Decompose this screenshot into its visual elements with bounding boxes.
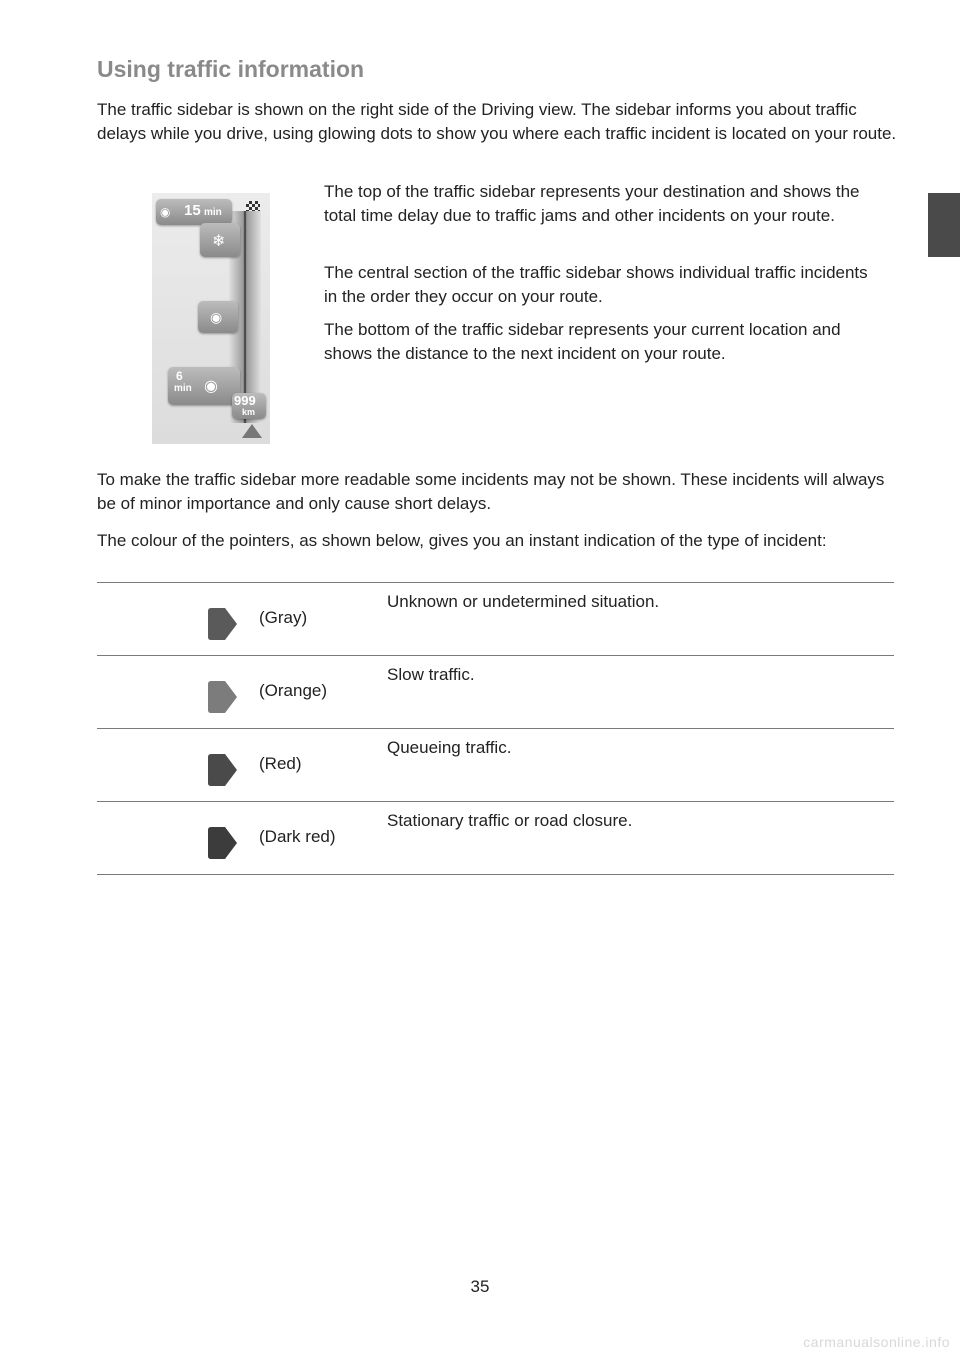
table-row [97, 582, 894, 655]
car-icon: ◉ [160, 205, 171, 219]
readability-note: To make the traffic sidebar more readable some incidents may not be shown. These incidents will always be of minor importance and only cause short delays. [97, 470, 885, 513]
incident-chip-accident [198, 301, 238, 333]
sidebar-top-description: The top of the traffic sidebar represents your destination and shows the total time delay due to traffic jams and other incidents on your route. [324, 182, 860, 225]
pointer-description: Queueing traffic. [387, 738, 512, 757]
sidebar-central-description: The central section of the traffic sidebar shows individual traffic incidents in the order they occur on your route. [324, 263, 868, 306]
intro-paragraph: The traffic sidebar is shown on the right side of the Driving view. The sidebar informs you about traffic delays while you drive, using glowing dots to show you where each traffic incident is located on your route. [97, 100, 897, 143]
pointer-icon [207, 605, 239, 643]
snowflake-icon: ❄ [212, 233, 226, 250]
accident-icon: ◉ [210, 309, 223, 325]
pointer-icon [207, 678, 239, 716]
pointer-colour-table [97, 582, 894, 875]
total-delay-value: 15 [184, 202, 201, 219]
pointer-colour-label: (Red) [259, 754, 302, 773]
pointer-icon [207, 824, 239, 862]
next-delay-value: 6 [176, 369, 183, 383]
page-number: 35 [470, 1277, 490, 1296]
chapter-tab [928, 193, 960, 257]
table-row [97, 728, 894, 801]
pointer-colour-label: (Orange) [259, 681, 328, 700]
pointer-colour-label: (Gray) [259, 608, 308, 627]
current-location-icon [242, 424, 262, 438]
incident-chip-snow [200, 223, 240, 257]
pointer-colour-intro: The colour of the pointers, as shown below, gives you an instant indication of the type of incident: [97, 531, 827, 550]
pointer-description: Stationary traffic or road closure. [387, 811, 633, 830]
sidebar-bottom-description: The bottom of the traffic sidebar represents your current location and shows the distance to the next incident on your route. [324, 320, 841, 363]
distance-unit: km [242, 407, 256, 417]
total-delay-unit: min [204, 207, 222, 218]
pointer-colour-label: (Dark red) [259, 827, 336, 846]
total-delay-chip [156, 199, 232, 225]
table-row [97, 801, 894, 875]
car-icon: ◉ [204, 378, 218, 395]
destination-flag-icon [246, 201, 260, 211]
watermark: carmanualsonline.info [803, 1334, 950, 1350]
next-incident-chip [168, 367, 240, 405]
distance-chip [232, 393, 266, 419]
pointer-description: Slow traffic. [387, 665, 475, 684]
section-heading: Using traffic information [97, 56, 365, 82]
pointer-description: Unknown or undetermined situation. [387, 592, 660, 611]
table-row [97, 655, 894, 728]
traffic-sidebar-illustration [152, 193, 270, 444]
next-delay-unit: min [174, 383, 192, 394]
pointer-icon [207, 751, 239, 789]
distance-value: 999 [234, 393, 256, 408]
